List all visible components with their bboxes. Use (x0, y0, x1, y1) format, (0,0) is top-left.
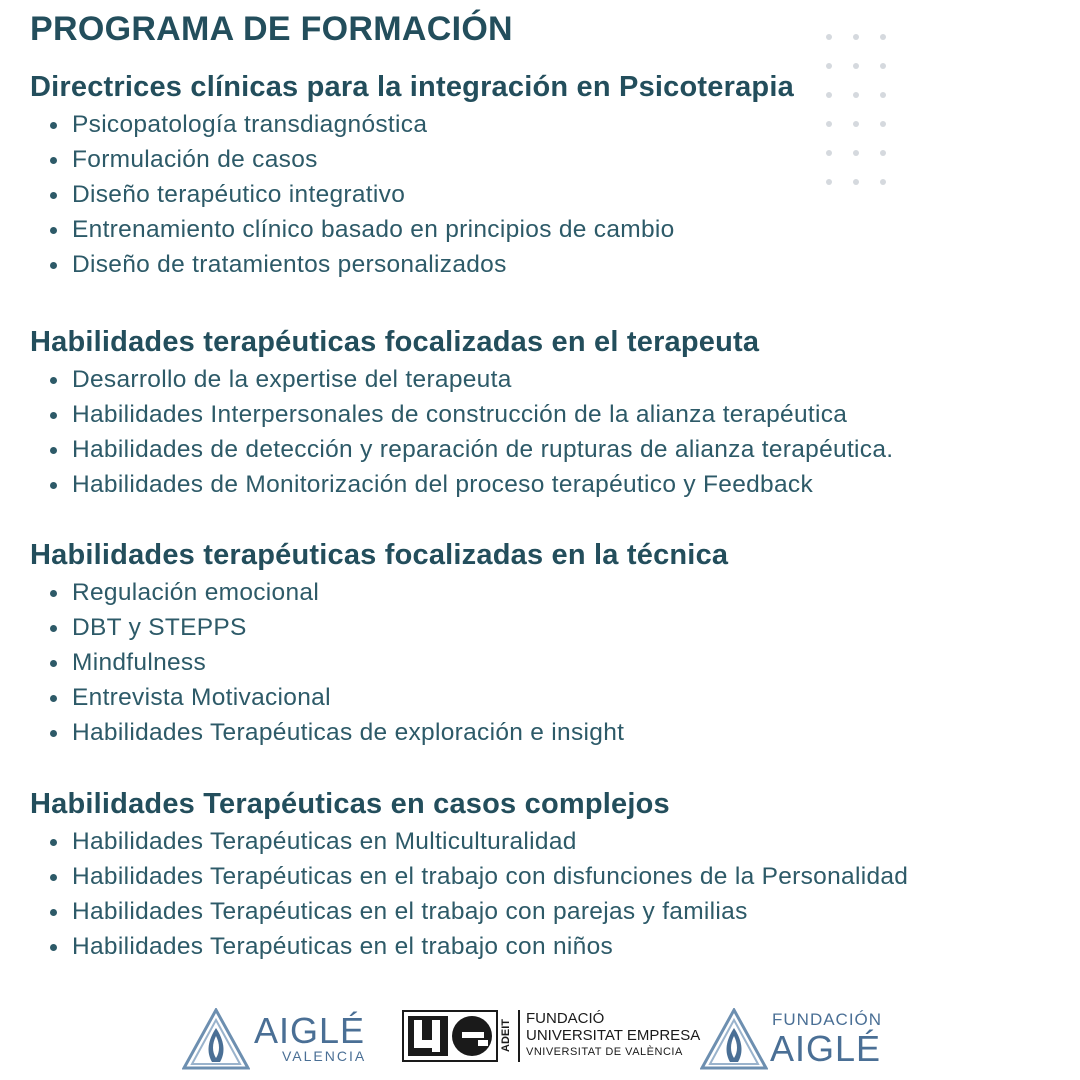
list-item: Psicopatología transdiagnóstica (30, 107, 1070, 142)
list-item: Regulación emocional (30, 575, 1070, 610)
list-item: Habilidades de Monitorización del proceso terapéutico y Feedback (30, 467, 1070, 502)
ue-line-1: FUNDACIÓ (526, 1010, 605, 1027)
list-item: Entrevista Motivacional (30, 680, 1070, 715)
list-item: Habilidades Terapéuticas en el trabajo con parejas y familias (30, 894, 1070, 929)
list-item: Diseño terapéutico integrativo (30, 177, 1070, 212)
list-item: Diseño de tratamientos personalizados (30, 247, 1070, 282)
ue-line-2: UNIVERSITAT EMPRESA (526, 1027, 701, 1044)
ue-mark-icon (402, 1010, 498, 1062)
adeit-label: ADEIT (500, 1019, 512, 1053)
fundacio-universitat-empresa-logo (402, 1006, 701, 1070)
fundacion-aigle-logo (700, 1006, 900, 1070)
section-heading: Habilidades terapéuticas focalizadas en el terapeuta (30, 326, 760, 358)
aigle-triangle-icon (700, 1008, 768, 1070)
list-item: Habilidades Terapéuticas en el trabajo con disfunciones de la Personalidad (30, 859, 1070, 894)
page-title: PROGRAMA DE FORMACIÓN (30, 10, 513, 48)
ue-line-3: VNIVERSITAT DE VALÈNCIA (526, 1046, 683, 1058)
section-heading: Habilidades Terapéuticas en casos complejos (30, 788, 670, 820)
aigle-triangle-icon (182, 1008, 250, 1070)
logo-divider (518, 1010, 520, 1062)
aigle-wordmark: AIGLÉ (770, 1028, 882, 1069)
list-item: Habilidades Terapéuticas en el trabajo con niños (30, 929, 1070, 964)
ue-text-block (526, 1010, 700, 1060)
section-heading: Directrices clínicas para la integración en Psicoterapia (30, 71, 794, 103)
aigle-wordmark: AIGLÉ (254, 1010, 366, 1051)
bullet-list (30, 107, 1070, 282)
aigle-valencia-logo (182, 1006, 378, 1070)
list-item: Habilidades Terapéuticas en Multiculturalidad (30, 824, 1070, 859)
section-habilidades-terapeuta (30, 322, 1070, 502)
list-item: Desarrollo de la expertise del terapeuta (30, 362, 1070, 397)
fundacion-label: FUNDACIÓN (772, 1010, 883, 1029)
list-item: Habilidades de detección y reparación de rupturas de alianza terapéutica. (30, 432, 1070, 467)
list-item: Mindfulness (30, 645, 1070, 680)
bullet-list (30, 824, 1070, 964)
list-item: Habilidades Terapéuticas de exploración e insight (30, 715, 1070, 750)
section-heading: Habilidades terapéuticas focalizadas en la técnica (30, 539, 729, 571)
list-item: Entrenamiento clínico basado en principios de cambio (30, 212, 1070, 247)
footer-logos (0, 1006, 1080, 1072)
section-directrices-clinicas (30, 67, 1070, 282)
section-habilidades-tecnica (30, 535, 1070, 750)
aigle-subtitle: VALENCIA (282, 1048, 367, 1064)
bullet-list (30, 575, 1070, 750)
bullet-list (30, 362, 1070, 502)
section-casos-complejos (30, 784, 1070, 964)
list-item: Habilidades Interpersonales de construcción de la alianza terapéutica (30, 397, 1070, 432)
list-item: Formulación de casos (30, 142, 1070, 177)
list-item: DBT y STEPPS (30, 610, 1070, 645)
